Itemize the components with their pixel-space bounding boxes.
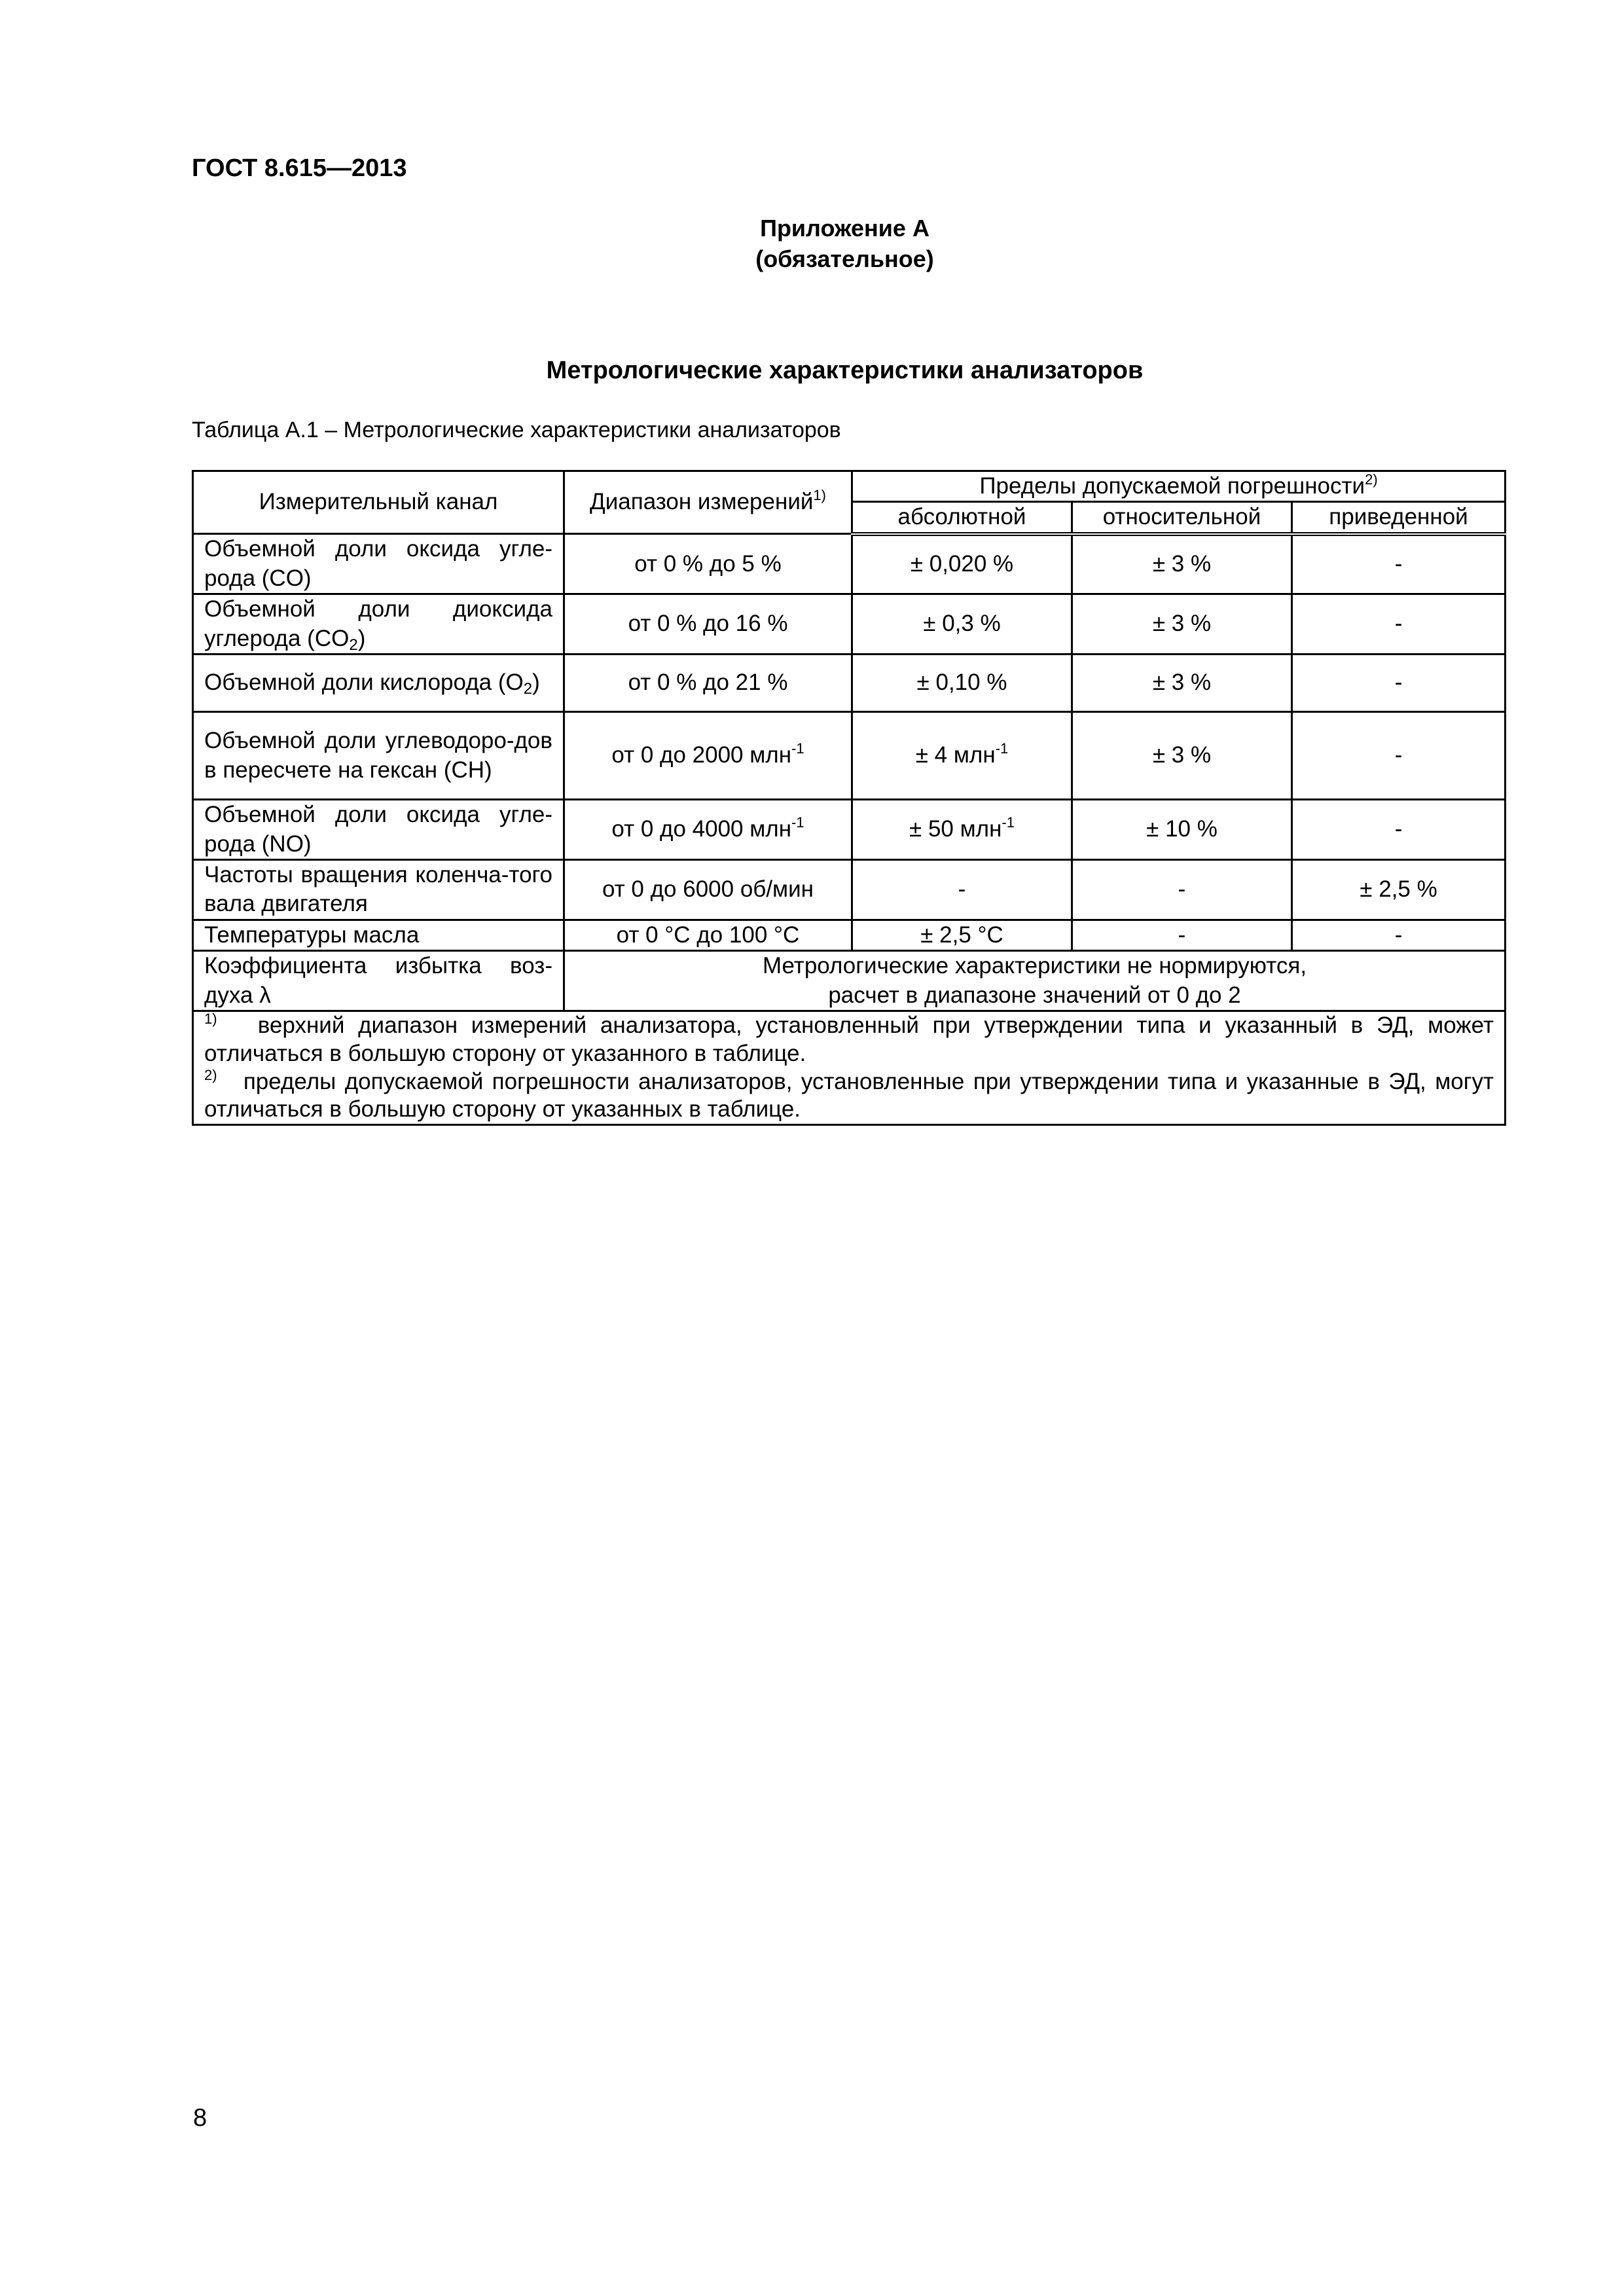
- cell-channel: Объемной доли оксида угле-рода (NO): [193, 800, 564, 860]
- header-range: Диапазон измерений$^{1)}$: [564, 471, 852, 534]
- cell-channel: Частоты вращения коленча-того вала двигателя: [193, 860, 564, 920]
- table-row: [193, 920, 1506, 950]
- cell-reduced: -: [1292, 655, 1506, 712]
- merged-line-2: расчет в диапазоне значений от 0 до 2: [828, 982, 1241, 1008]
- header-reduced: приведенной: [1292, 502, 1506, 534]
- annex-type: (обязательное): [755, 245, 934, 272]
- footnotes: [193, 1011, 1506, 1125]
- header-relative: относительной: [1072, 502, 1292, 534]
- annex-title: Приложение А: [760, 215, 929, 242]
- cell-channel: Объемной доли углеводоро-дов в пересчете на гексан (CH): [193, 712, 564, 800]
- page-number: 8: [193, 2104, 208, 2132]
- cell-absolute: ± 4 млн$^{-1}$: [852, 712, 1072, 800]
- cell-absolute: ± 50 млн$^{-1}$: [852, 800, 1072, 860]
- cell-channel: Объемной доли оксида угле-рода (CO): [193, 534, 564, 594]
- table-row: [193, 534, 1506, 594]
- cell-range: от 0 °С до 100 °С: [564, 920, 852, 950]
- cell-reduced: -: [1292, 800, 1506, 860]
- cell-reduced: -: [1292, 712, 1506, 800]
- cell-absolute: ± 0,10 %: [852, 655, 1072, 712]
- cell-reduced: -: [1292, 534, 1506, 594]
- cell-absolute: ± 2,5 °С: [852, 920, 1072, 950]
- cell-channel: Объемной доли диоксида углерода $(CO_2)$: [193, 594, 564, 655]
- table-row: [193, 594, 1506, 655]
- table-row: [193, 860, 1506, 920]
- header-limits: Пределы допускаемой погрешности$^{2)}$: [852, 471, 1506, 502]
- cell-reduced: -: [1292, 920, 1506, 950]
- metrology-table: [192, 470, 1506, 1126]
- cell-reduced: ± 2,5 %: [1292, 860, 1506, 920]
- table-row: [193, 800, 1506, 860]
- table-row: [193, 712, 1506, 800]
- cell-channel: Коэффициента избытка воз-духа λ: [193, 951, 564, 1011]
- cell-range: от 0 до 2000 млн$^{-1}$: [564, 712, 852, 800]
- cell-range: от 0 до 6000 об/мин: [564, 860, 852, 920]
- cell-range: от 0 % до 21 %: [564, 655, 852, 712]
- footnote-2: $^{2)}$ пределы допускаемой погрешности анализаторов, установленные при утверждении типа и указанные в ЭД, могут отличаться в большую сторону от указанных в таблице.: [204, 1066, 1494, 1122]
- table-caption: Таблица А.1 – Метрологические характеристики анализаторов: [192, 418, 841, 442]
- cell-relative: ± 3 %: [1072, 594, 1292, 655]
- footnotes-row: [193, 1011, 1506, 1125]
- cell-range: от 0 % до 5 %: [564, 534, 852, 594]
- cell-absolute: ± 0,3 %: [852, 594, 1072, 655]
- cell-channel: Объемной доли кислорода $(O_2)$: [193, 655, 564, 712]
- cell-relative: ± 3 %: [1072, 712, 1292, 800]
- cell-relative: ± 3 %: [1072, 655, 1292, 712]
- cell-reduced: -: [1292, 594, 1506, 655]
- cell-absolute: ± 0,020 %: [852, 534, 1072, 594]
- cell-merged-note: [564, 951, 1506, 1011]
- section-title: Метрологические характеристики анализаторов: [546, 357, 1144, 384]
- cell-range: от 0 % до 16 %: [564, 594, 852, 655]
- cell-relative: ± 3 %: [1072, 534, 1292, 594]
- cell-absolute: -: [852, 860, 1072, 920]
- header-absolute: абсолютной: [852, 502, 1072, 534]
- table-row: [193, 655, 1506, 712]
- table-row: [193, 951, 1506, 1011]
- cell-relative: -: [1072, 920, 1292, 950]
- footnote-1: $^{1)}$ верхний диапазон измерений анализатора, установленный при утверждении типа и указанный в ЭД, может отличаться в большую сторону от указанного в таблице.: [204, 1011, 1494, 1066]
- merged-line-1: Метрологические характеристики не нормируются,: [762, 953, 1307, 979]
- document-code: ГОСТ 8.615—2013: [192, 154, 407, 182]
- cell-range: от 0 до 4000 млн$^{-1}$: [564, 800, 852, 860]
- cell-relative: ± 10 %: [1072, 800, 1292, 860]
- header-channel: Измерительный канал: [193, 471, 564, 534]
- cell-relative: -: [1072, 860, 1292, 920]
- cell-channel: Температуры масла: [193, 920, 564, 950]
